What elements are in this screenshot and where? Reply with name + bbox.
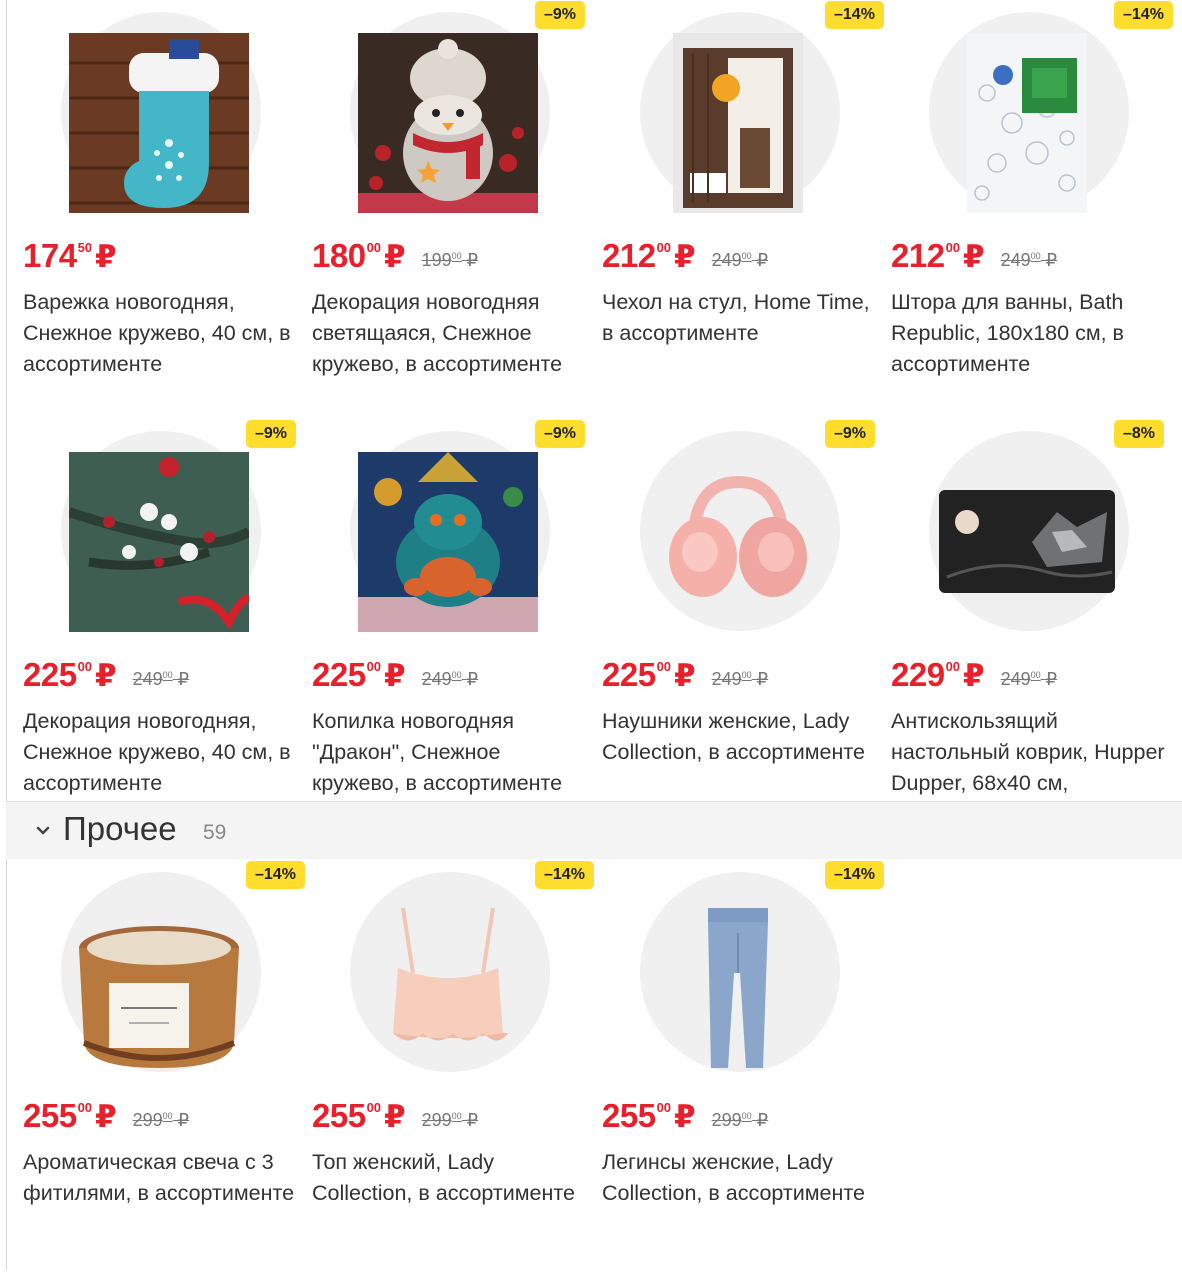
leggings-icon — [648, 893, 828, 1073]
product-card[interactable] — [23, 12, 313, 412]
discount-badge: –8% — [1114, 420, 1164, 448]
old-price: $249^{00}$ ₽ — [711, 669, 769, 689]
product-card[interactable] — [602, 866, 892, 1272]
price-cents: 00 — [77, 659, 93, 674]
discount-badge: –14% — [535, 861, 594, 889]
discount-badge: –9% — [825, 420, 875, 448]
currency: ₽ — [674, 658, 696, 693]
price-cents: 00 — [366, 240, 382, 255]
product-card[interactable] — [602, 425, 892, 831]
price-main: 174 — [23, 237, 77, 274]
price-cents: 00 — [656, 1100, 672, 1115]
product-name[interactable]: Топ женский, Lady Collection, в ассортименте — [312, 1150, 575, 1205]
discount-badge: –9% — [246, 420, 296, 448]
product-card[interactable] — [602, 6, 892, 412]
product-card[interactable] — [312, 425, 602, 831]
discount-badge: –9% — [535, 1, 585, 29]
currency: ₽ — [95, 239, 117, 274]
discount-badge: –14% — [825, 861, 884, 889]
price — [312, 656, 478, 696]
price — [891, 237, 1057, 277]
discount-badge: –14% — [1114, 1, 1173, 29]
price-cents: 00 — [366, 659, 382, 674]
price — [602, 1097, 768, 1137]
old-price: $249^{00}$ ₽ — [711, 250, 769, 270]
currency: ₽ — [963, 658, 985, 693]
discount-badge: –9% — [535, 420, 585, 448]
old-price: $299^{00}$ ₽ — [711, 1110, 769, 1130]
product-name[interactable]: Чехол на стул, Home Time, в ассортименте — [602, 290, 870, 345]
price — [312, 237, 478, 277]
currency: ₽ — [384, 239, 406, 274]
currency: ₽ — [674, 1099, 696, 1134]
product-name[interactable]: Наушники женские, Lady Collection, в ассортименте — [602, 709, 865, 764]
product-name[interactable]: Легинсы женские, Lady Collection, в ассортименте — [602, 1150, 865, 1205]
old-price: $249^{00}$ ₽ — [421, 669, 479, 689]
chair-cover-icon — [648, 33, 828, 213]
price — [891, 656, 1057, 696]
product-card[interactable] — [312, 6, 602, 412]
product-name[interactable]: Антискользящий настольный коврик, Hupper Dupper, 68x40 см, — [891, 709, 1165, 795]
product-card[interactable] — [23, 425, 313, 831]
mitten-icon — [69, 33, 249, 213]
price-main: 255 — [602, 1097, 656, 1134]
price-main: 255 — [23, 1097, 77, 1134]
price-cents: 00 — [656, 659, 672, 674]
product-name[interactable]: Штора для ванны, Bath Republic, 180x180 см, в ассортименте — [891, 290, 1124, 376]
old-price: $249^{00}$ ₽ — [1000, 250, 1058, 270]
bath-curtain-icon — [937, 33, 1117, 213]
left-border — [6, 0, 7, 1270]
old-price: $249^{00}$ ₽ — [1000, 669, 1058, 689]
price-main: 229 — [891, 656, 945, 693]
price — [602, 237, 768, 277]
price — [23, 656, 189, 696]
product-name[interactable]: Декорация новогодняя, Снежное кружево, 40 см, в ассортименте — [23, 709, 291, 795]
currency: ₽ — [95, 658, 117, 693]
section-count: 59 — [203, 821, 227, 844]
discount-badge: –14% — [825, 1, 884, 29]
currency: ₽ — [674, 239, 696, 274]
old-price: $199^{00}$ ₽ — [421, 250, 479, 270]
currency: ₽ — [384, 658, 406, 693]
price-main: 225 — [602, 656, 656, 693]
product-card[interactable] — [23, 866, 313, 1272]
price-cents: 00 — [366, 1100, 382, 1115]
product-card[interactable] — [891, 6, 1181, 412]
product-card[interactable] — [312, 866, 602, 1272]
section-header[interactable] — [6, 801, 1182, 859]
garland-icon — [69, 452, 249, 632]
chevron-down-icon[interactable] — [36, 824, 50, 838]
price-cents: 00 — [945, 659, 961, 674]
section-title[interactable]: Прочее — [63, 810, 177, 847]
penguin-icon — [358, 33, 538, 213]
currency: ₽ — [95, 1099, 117, 1134]
old-price: $299^{00}$ ₽ — [421, 1110, 479, 1130]
dragon-icon — [358, 452, 538, 632]
product-name[interactable]: Ароматическая свеча с 3 фитилями, в ассортименте — [23, 1150, 295, 1205]
price-cents: 00 — [945, 240, 961, 255]
top-icon — [358, 893, 538, 1073]
price — [602, 656, 768, 696]
price-main: 225 — [23, 656, 77, 693]
discount-badge: –14% — [246, 861, 305, 889]
price-cents: 00 — [656, 240, 672, 255]
old-price: $249^{00}$ ₽ — [132, 669, 190, 689]
price-cents: 00 — [77, 1100, 93, 1115]
price-main: 225 — [312, 656, 366, 693]
price — [23, 1097, 189, 1137]
desk-mat-icon — [937, 452, 1117, 632]
product-name[interactable]: Декорация новогодняя светящаяся, Снежное кружево, в ассортименте — [312, 290, 563, 376]
price — [312, 1097, 478, 1137]
price-main: 212 — [891, 237, 945, 274]
currency: ₽ — [384, 1099, 406, 1134]
price-cents: 50 — [77, 240, 93, 255]
price-main: 180 — [312, 237, 366, 274]
product-name[interactable]: Варежка новогодняя, Снежное кружево, 40 см, в ассортименте — [23, 290, 291, 376]
earmuffs-icon — [648, 452, 828, 632]
candle-icon — [69, 893, 249, 1073]
product-card[interactable] — [891, 425, 1181, 831]
price-main: 212 — [602, 237, 656, 274]
old-price: $299^{00}$ ₽ — [132, 1110, 190, 1130]
product-name[interactable]: Копилка новогодняя "Дракон", Снежное кружево, в ассортименте — [312, 709, 563, 795]
price — [23, 237, 117, 277]
price-main: 255 — [312, 1097, 366, 1134]
currency: ₽ — [963, 239, 985, 274]
